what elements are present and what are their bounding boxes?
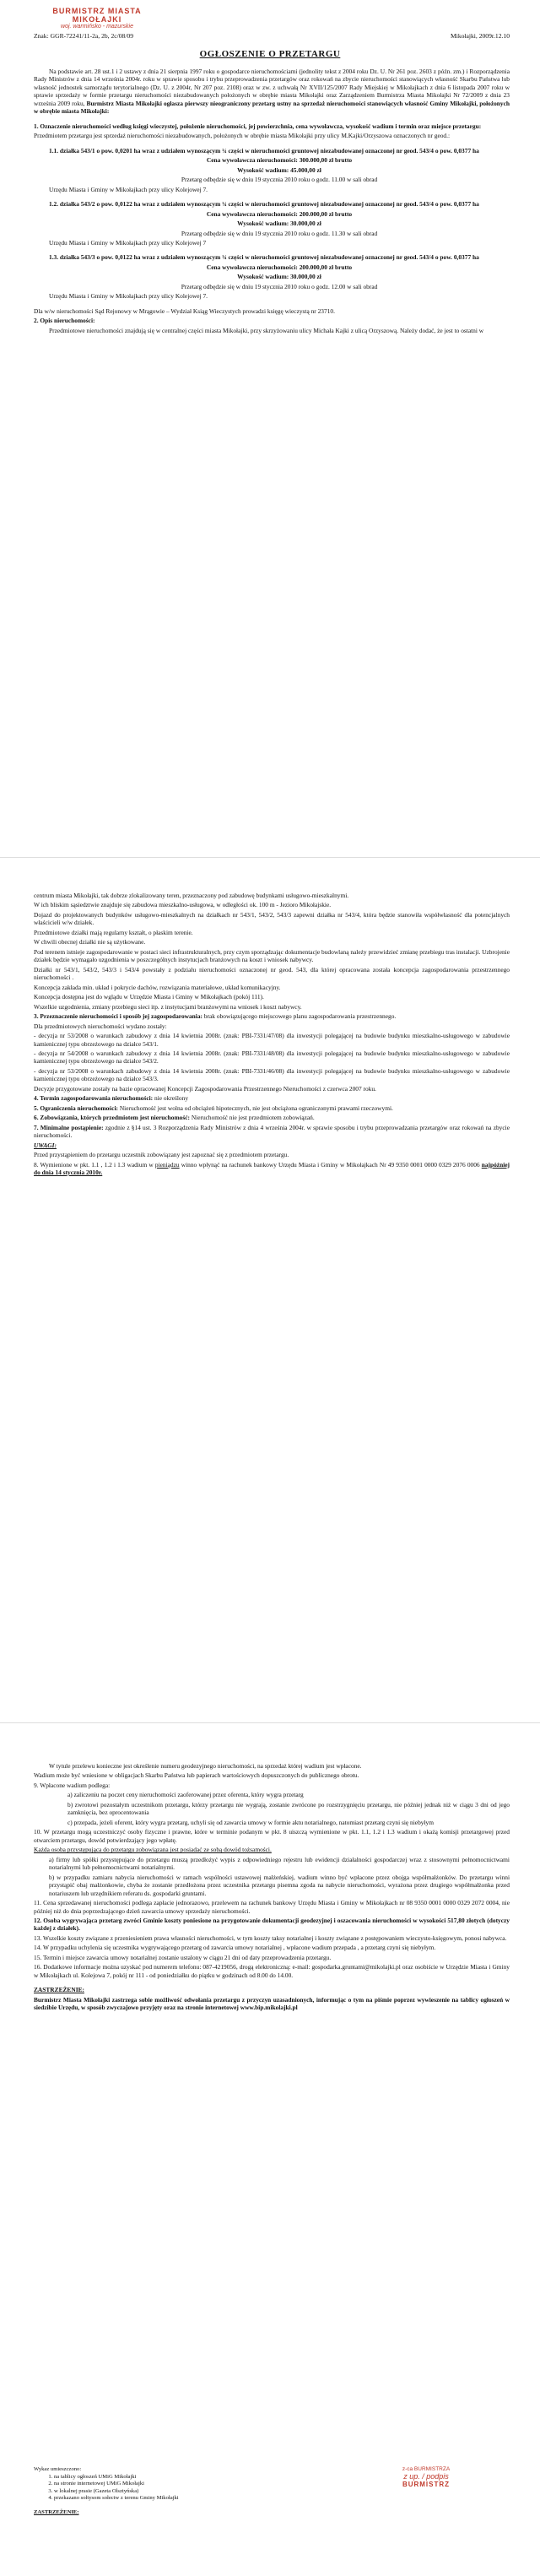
page-3-body: W tytule przelewu konieczne jest określenie numeru geodezyjnego nieruchomości, na sprzedaż której wadium jest wpłacone. Wadium może być wniesione w obligacjach Skarbu Państwa lub papierach wartościowych dopuszczonych do publicznego obrotu. 9. Wpłacone wadium podlega: a) zaliczeniu na poczet ceny nieruchomości zaoferowanej przez oferenta, który wygra przetarg b) zwrotowi pozostałym uczestnikom przetargu, którzy przetargu nie wygrają, zostanie zwrócone po rozstrzygnięciu przetargu, nie później jednak niż w ciągu 3 dni od jego zamknięcia, bez oprocentowania c) przepada, jeżeli oferent, który wygra przetarg, uchyli się od zawarcia umowy w formie aktu notarialnego, natomiast przetarg czyni się niebyłym 10. W przetargu mogą uczestniczyć osoby fizyczne i prawne, które w terminie podanym w pkt. 8 uiszczą wymienione w pkt. 1.1, 1.2 i 1.3 wadium i okażą komisji przetargowej przed otwarciem przetargu, dowód potwierdzający jego wpłatę. Każda osoba przystępująca do przetargu zobowiązana jest posiadać ze sobą dowód tożsamości. a) firmy lub spółki przystępujące do przetargu muszą przedłożyć wypis z odpowiedniego rejestru lub ewidencji działalności gospodarczej wraz z stosownymi pełnomocnictwami notarialnymi lub pełnomocnictwami notarialnymi. b) w przypadku zamiaru nabycia nieruchomości w ramach wspólności ustawowej małżeńskiej, wadium winno być wpłacone przez obojga współmałżonków. Do przetargu winni przystąpić obaj małżonkowie, chyba że zostanie przedłożona przez uczestnika przetargu pisemna zgoda na nabycie nieruchomości, wyrażona przez drugiego współmałżonka przed notariuszem lub urzędnikiem referatu ds. gospodarki gruntami. 11. Cena sprzedawanej nieruchomości podlega zapłacie jednorazowo, przelewem na rachunek bankowy Urzędu Miasta i Gminy w Mikołajkach nr 08 9350 0001 0000 0329 2072 0004, nie później niż do dnia poprzedzającego dzień zawarcia umowy sprzedaży nieruchomości. 12. Osoba wygrywająca przetarg zwróci Gminie koszty poniesione na przygotowanie dokumentacji geodezyjnej i oszacowania nieruchomości w wysokości 517,80 złotych (dotyczy każdej z działek). 13. Wszelkie koszty związane z przeniesieniem prawa własności nieruchomości, w tym koszty taksy notarialnej i koszty związane z postępowaniem wieczysto-księgowym, ponosi nabywca. 14. W przypadku uchylenia się uczestnika wygrywającego przetarg od zawarcia umowy notarialnej , wpłacone wadium przepada , a przetarg czyni się niebyłym. 15. Termin i miejsce zawarcia umowy notarialnej zostanie ustalony w ciągu 21 dni od daty przeprowadzenia przetargu. 16. Dodatkowe informacje można uzyskać pod numerem telefonu: 087-4219056, drogą elektroniczną: e-mail: gospodarka.gruntami@mikolajki.pl oraz osobiście w Urzędzie Miasta i Gminy w Mikołajkach ul. Kolejowa 7, pokój nr 111 - od poniedziałku do piątku w godzinach od 8.00 do 14.00. ZASTRZEŻENIE: Burmistrz Miasta Mikołajki zastrzega sobie możliwość odwołania przetargu z przyczyn uzasadnionych, informując o tym na piśmie poprzez wywieszenie na tablicy ogłoszeń w siedzibie Urzędu, w sposób zwyczajowo przyjęty oraz na stronie internetowej www.bip.mikolajki.pl (34, 1762, 510, 2012)
list-item: 2. na stronie internetowej UMiG Mikołajki (54, 2481, 179, 2488)
remarks-heading: UWAGI: (34, 1141, 57, 1149)
section-3: 3. Przeznaczenie nieruchomości i sposób jej zagospodarowania: brak obowiązującego miejscowego planu zagospodarowania przestrzennego. (34, 1012, 397, 1021)
section-13: 13. Wszelkie koszty związane z przeniesieniem prawa własności nieruchomości, w tym koszty taksy notarialnej i koszty związane z postępowaniem wieczysto-księgowym, ponosi nabywca. (34, 1933, 507, 1942)
section-2-heading: 2. Opis nieruchomości: (34, 317, 95, 325)
intro-text: Na podstawie art. 28 ust.1 i 2 ustawy z dnia 21 sierpnia 1997 roku o gospodarce nieruchomościami (jednolity tekst z 2004 roku Dz. U. Nr 261 poz. 2603 z późn. zm.) i Rozporządzenia Rady Ministrów z dnia 14 września 2004r. roku w sprawie sposobu i trybu przeprowadzenia przetargów oraz rokowań na zbycie nieruchomości stanowiących własność Skarbu Państwa lub własność jednostek samorządu terytorialnego (Dz. U. z 2004r, Nr 207 poz. 2108) oraz w zw. z uchwałą Nr XVII/125/2007 Rady Miejskiej w Mikołajkach z dnia 6 listopada 2007 roku w sprawie sprzedaży w formie przetargu nieruchomości niezabudowanych położonych w obrębie miasta Mikołajki oraz Zarządzeniem Burmistrza Miasta Mikołajki Nr 72/2009 z dnia 23 września 2009 roku, (34, 68, 510, 107)
plot-2: 1.2. działka 543/2 o pow. 0,0122 ha wraz z udziałem wynoszącym ¼ części w nieruchomości gruntowej niezabudowanej oznaczonej nr geod. 543/4 o pow. 0,0377 ha Cena wywoławcza nieruchomości: 200.000,00 zł brutto Wysokość wadium: 30.000,00 zł Przetarg odbędzie się w dniu 19 stycznia 2010 roku o godz. 11.30 w sali obrad Urzędu Miasta i Gminy w Mikołajkach przy ulicy Kolejowej 7 (49, 200, 479, 247)
section-16: 16. Dodatkowe informacje można uzyskać pod numerem telefonu: 087-4219056, drogą elektroniczną: e-mail: gospodarka.gruntami@mikolajki.pl oraz osobiście w Urzędzie Miasta i Gminy w Mikołajkach ul. Kolejowa 7, pokój nr 111 - od poniedziałku do piątku w godzinach od 8.00 do 14.00. (34, 1963, 510, 1979)
plot-1: 1.1. działka 543/1 o pow. 0,0201 ha wraz z udziałem wynoszącym ¼ części w nieruchomości gruntowej niezabudowanej oznaczonej nr geod. 543/4 o pow. 0,0377 ha Cena wywoławcza nieruchomości: 300.000,00 zł brutto Wysokość wadium: 45.000,00 zł Przetarg odbędzie się w dniu 19 stycznia 2010 roku o godz. 11.00 w sali obrad Urzędu Miasta i Gminy w Mikołajkach przy ulicy Kolejowej 7. (49, 146, 479, 193)
list-item: 1. na tablicy ogłoszeń UMiG Mikołajki (54, 2474, 179, 2481)
reservation-heading: ZASTRZEŻENIE: (34, 1986, 84, 1994)
page-2-body: centrum miasta Mikołajki, tak dobrze zlokalizowany teren, przeznaczony pod zabudowę budynkami usługowo-mieszkalnymi. W ich bliskim sąsiedztwie znajduje się zabudowa mieszkalno-usługowa, w odległości ok. 100 m - Jezioro Mikołajskie. Dojazd do projektowanych budynków usługowo-mieszkalnych na działkach nr 543/1, 543/2, 543/3 zapewni działka nr 543/4, która będzie stanowiła współwłasność dla potencjalnych właścicieli w/w działek. Przedmiotowe działki mają regularny kształt, o płaskim terenie. W chwili obecnej działki nie są użytkowane. Pod terenem istnieje zagospodarowanie w postaci sieci infrastrukturalnych, przy czym sporządzając dokumentacje budowlaną należy przewidzieć zmianę przebiegu tras instalacji. Uzbrojenie działek będzie wymagało uzgodnienia w poszczególnych instytucjach branżowych na koszt i wniosek nabywcy. Działki nr 543/1, 543/2, 543/3 i 543/4 powstały z podziału nieruchomości oznaczonej nr geod. 543, dla której opracowana została koncepcja zagospodarowania przestrzennego nieruchomości . Koncepcja zakłada min. układ i pokrycie dachów, rozwiązania materiałowe, układ komunikacyjny. Koncepcja dostępna jest do wglądu w Urzędzie Miasta i Gminy w Mikołajkach (pokój 111). Wszelkie uzgodnienia, zmiany przebiegu sieci itp. z instytucjami branżowymi na wniosek i koszt nabywcy. 3. Przeznaczenie nieruchomości i sposób jej zagospodarowania: brak obowiązującego miejscowego planu zagospodarowania przestrzennego. Dla przedmiotowych nieruchomości wydano zostały: - decyzja nr 53/2008 o warunkach zabudowy z dnia 14 kwietnia 2008r. (znak: PBI-7331/47/08) dla inwestycji polegającej na budowie budynku mieszkalno-usługowego w zabudowie kamienicznej typu obrzeżowego na działce 543/1. - decyzja nr 54/2008 o warunkach zabudowy z dnia 14 kwietnia 2008r. (znak: PBI-7331/48/08) dla inwestycji polegającej na budowie budynku mieszkalno-usługowego w zabudowie kamienicznej typu obrzeżowego na działce 543/2. - decyzja nr 53/2008 o warunkach zabudowy z dnia 14 kwietnia 2008r. (znak: PBI-7331/46/08) dla inwestycji polegającej na budowie budynku mieszkalno-usługowego w zabudowie kamienicznej typu obrzeżowego na działce 543/3. Decyzje przygotowane zostały na bazie opracowanej Koncepcji Zagospodarowania Przestrzennego Nieruchomości z czerwca 2007 roku. 4. Termin zagospodarowania nieruchomości: nie określony 5. Ograniczenia nieruchomości: Nieruchomość jest wolna od obciążeń hipotecznych, nie jest obciążona ograniczonymi prawami rzeczowymi. 6. Zobowiązania, których przedmiotem jest nieruchomość: Nieruchomość nie jest przedmiotem zobowiązań. 7. Minimalne postąpienie: zgodnie z §14 ust. 3 Rozporządzenia Rady Ministrów z dnia 4 września 2004r. w sprawie sposobu i trybu przeprowadzania przetargów oraz rokowań na zbycie nieruchomości. UWAGI: Przed przystąpieniem do przetargu uczestnik zobowiązany jest zapoznać się z przedmiotem przetargu. 8. Wymienione w pkt. 1.1 , 1.2 i 1.3 wadium w pieniądzu winno wpłynąć na rachunek bankowy Urzędu Miasta i Gminy w Mikołajkach Nr 49 9350 0001 0000 0329 2076 0006 najpóźniej do dnia 14 stycznia 2010r. (34, 892, 510, 1177)
plot-3: 1.3. działka 543/3 o pow. 0,0122 ha wraz z udziałem wynoszącym ¼ części w nieruchomości gruntowej niezabudowanej oznaczonej nr geod. 543/4 o pow. 0,0377 ha Cena wywoławcza nieruchomości: 200.000,00 zł brutto Wysokość wadium: 30.000,00 zł Przetarg odbędzie się w dniu 19 stycznia 2010 roku o godz. 12.00 w sali obrad Urzędu Miasta i Gminy w Mikołajkach przy ulicy Kolejowej 7. (49, 253, 479, 301)
section-9: 9. Wpłacone wadium podlega: (34, 1781, 111, 1789)
section-14: 14. W przypadku uchylenia się uczestnika wygrywającego przetarg od zawarcia umowy notarialnej , wpłacone wadium przepada , a przetarg czyni się niebyłym. (34, 1944, 436, 1952)
section-6: 6. Zobowiązania, których przedmiotem jest nieruchomość: Nieruchomość nie jest przedmiotem zobowiązań. (34, 1114, 315, 1122)
intro-bold: Burmistrz Miasta Mikołajki ogłasza pierwszy nieograniczony przetarg ustny na sprzedaż nieruchomości stanowiących własność Gminy Mikołajki, położonych w obrębie miasta Mikołajki: (34, 99, 510, 116)
section-2-text: Przedmiotowe nieruchomości znajdują się w centralnej części miasta Mikołajki, przy skrzyżowaniu ulicy Michała Kajki z ulicą Orzyszową. Należy dodać, że jest to ostatni w (49, 326, 484, 334)
distribution-list: Wykaz umieszczono: 1. na tablicy ogłoszeń UMiG Mikołajki 2. na stronie internetowej UMiG Mikołajki 3. w lokalnej prasie (Gazeta Olsztyńska) 4. przekazano sołtysom sołectw z terenu Gminy Mikołajki ZASTRZEŻENIE: (34, 2466, 179, 2516)
section-8: 8. Wymienione w pkt. 1.1 , 1.2 i 1.3 wadium w pieniądzu winno wpłynąć na rachunek bankowy Urzędu Miasta i Gminy w Mikołajkach Nr 49 9350 0001 0000 0329 2076 0006 najpóźniej do dnia 14 stycznia 2010r. (34, 1160, 510, 1177)
document-header (34, 32, 510, 40)
section-4: 4. Termin zagospodarowania nieruchomości: nie określony (34, 1094, 189, 1103)
page-2 (0, 857, 540, 1723)
section-10: 10. W przetargu mogą uczestniczyć osoby fizyczne i prawne, które w terminie podanym w pkt. 8 uiszczą wymienione w pkt. 1.1, 1.2 i 1.3 wadium i okażą komisji przetargowej przed otwarciem przetargu, dowód potwierdzający jego wpłatę. (34, 1828, 510, 1844)
section-5: 5. Ograniczenia nieruchomości: Nieruchomość jest wolna od obciążeń hipotecznych, nie jest obciążona ograniczonymi prawami rzeczowymi. (34, 1104, 393, 1112)
page-3 (0, 1722, 540, 2576)
list-item: 4. przekazano sołtysom sołectw z terenu Gminy Mikołajki (54, 2495, 179, 2503)
office-stamp: BURMISTRZ MIASTA MIKOŁAJKI woj. warmińsko - mazurskie (52, 7, 142, 30)
section-1-heading: 1. Oznaczenie nieruchomości według księgi wieczystej, położenie nieruchomości, jej powierzchnia, cena wywoławcza, wysokość wadium i termin oraz miejsce przetargu: (34, 122, 482, 130)
reference-number: Znak: GGR-72241/11-2a, 2b, 2c/08/09 (34, 32, 134, 40)
page-1 (0, 0, 540, 857)
page-1-body (34, 68, 510, 336)
land-registry-text: Dla w/w nieruchomości Sąd Rejonowy w Mrągowie – Wydział Ksiąg Wieczystych prowadzi księgę wieczystą nr 23710. (34, 306, 335, 315)
document-date: Mikołajki, 2009r.12.10 (450, 32, 510, 40)
section-12: 12. Osoba wygrywająca przetarg zwróci Gminie koszty poniesione na przygotowanie dokumentacji geodezyjnej i oszacowania nieruchomości w wysokości 517,80 złotych (dotyczy każdej z działek). (34, 1916, 510, 1933)
reservation-text: Burmistrz Miasta Mikołajki zastrzega sobie możliwość odwołania przetargu z przyczyn uzasadnionych, informując o tym na piśmie poprzez wywieszenie na tablicy ogłoszeń w siedzibie Urzędu, w sposób zwyczajowo przyjęty oraz na stronie internetowej www.bip.mikolajki.pl (34, 1995, 510, 2012)
section-11: 11. Cena sprzedawanej nieruchomości podlega zapłacie jednorazowo, przelewem na rachunek bankowy Urzędu Miasta i Gminy w Mikołajkach nr 08 9350 0001 0000 0329 2072 0004, nie później niż do dnia poprzedzającego dzień zawarcia umowy sprzedaży nieruchomości. (34, 1899, 510, 1915)
section-15: 15. Termin i miejsce zawarcia umowy notarialnej zostanie ustalony w ciągu 21 dni od daty przeprowadzenia przetargu. (34, 1953, 332, 1961)
page-title: OGŁOSZENIE O PRZETARGU (199, 49, 341, 59)
section-1-text: Przedmiotem przetargu jest sprzedaż nieruchomości niezabudowanych, położonych w obrębie miasta Mikołajki przy ulicy M.Kajki/Orzyszowa oznaczonych nr geod.: (34, 132, 451, 140)
section-7: 7. Minimalne postąpienie: zgodnie z §14 ust. 3 Rozporządzenia Rady Ministrów z dnia 4 września 2004r. w sprawie sposobu i trybu przeprowadzania przetargów oraz rokowań na zbycie nieruchomości. (34, 1123, 510, 1140)
signature-stamp: z-ca BURMISTRZA z up. / podpis BURMISTRZ (402, 2466, 451, 2488)
list-item: 3. w lokalnej prasie (Gazeta Olsztyńska) (54, 2488, 179, 2496)
